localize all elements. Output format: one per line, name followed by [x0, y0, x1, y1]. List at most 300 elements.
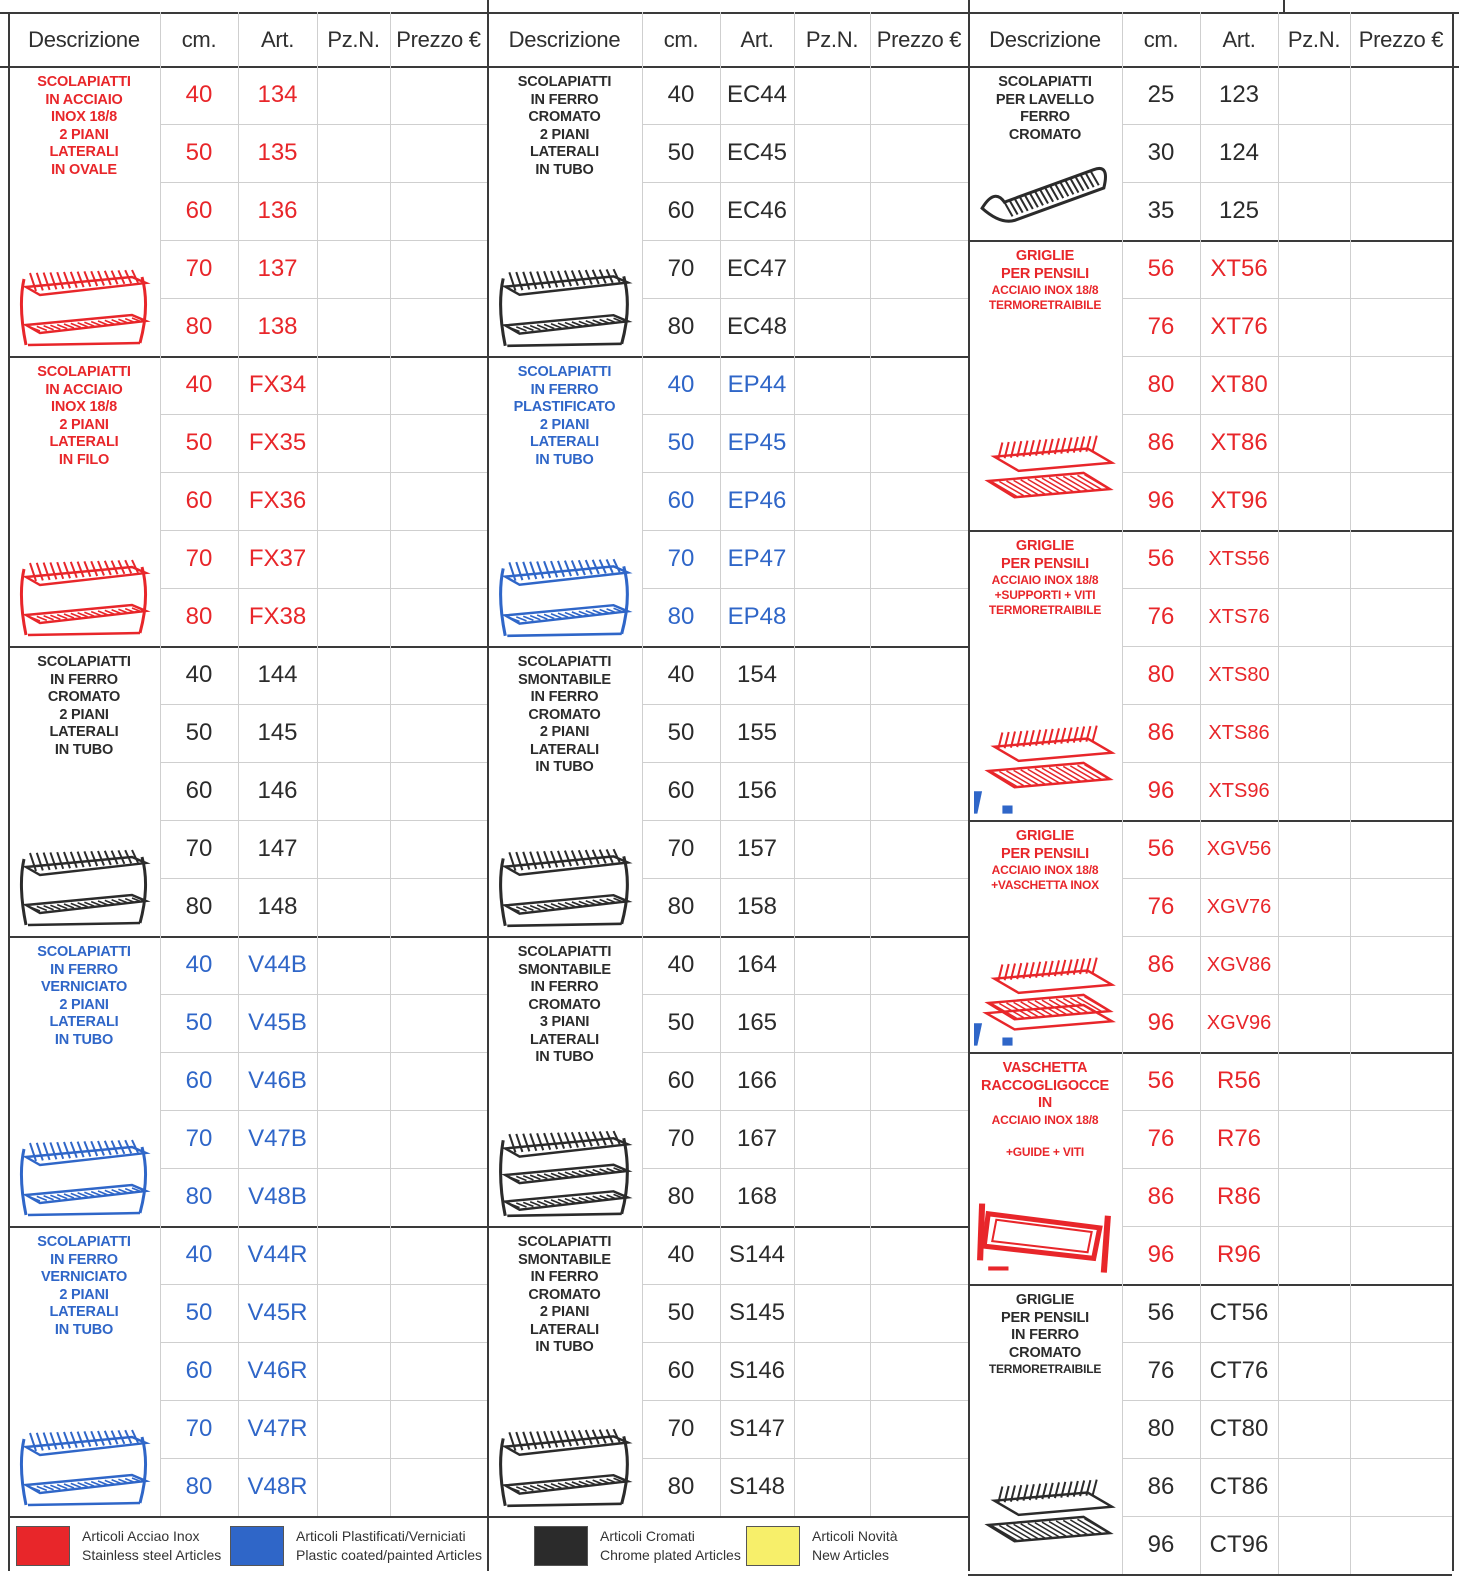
dish-rack-drawing [493, 550, 636, 642]
row-divider [642, 1458, 968, 1459]
price-cell[interactable] [390, 124, 487, 182]
description-line: +VASCHETTA INOX [991, 878, 1099, 892]
article-code-cell: R76 [1216, 1125, 1262, 1152]
article-code-cell: EP46 [727, 487, 787, 514]
quantity-cell[interactable] [317, 1226, 390, 1284]
legend-line-it: Articoli Cromati [600, 1528, 695, 1544]
price-cell[interactable] [390, 646, 487, 704]
price-cell[interactable] [1350, 1226, 1452, 1284]
quantity-cell[interactable] [794, 1458, 870, 1516]
row-divider [642, 762, 968, 763]
price-cell[interactable] [870, 124, 968, 182]
price-cell[interactable] [1350, 1342, 1452, 1400]
quantity-cell[interactable] [794, 1284, 870, 1342]
row-divider [642, 530, 968, 531]
row-divider [160, 1342, 487, 1343]
row-divider [8, 1516, 487, 1518]
description-line: IN TUBO [54, 741, 114, 758]
quantity-cell[interactable] [794, 994, 870, 1052]
dish-rack-drawing [493, 840, 636, 932]
legend-line-it: Articoli Acciao Inox [82, 1528, 200, 1544]
price-cell[interactable] [870, 530, 968, 588]
price-cell[interactable] [1350, 646, 1452, 704]
description-line [968, 1128, 1122, 1146]
price-cell[interactable] [1350, 936, 1452, 994]
quantity-cell[interactable] [1278, 1226, 1350, 1284]
price-cell[interactable] [390, 1052, 487, 1110]
article-code-cell: EP44 [727, 371, 787, 398]
price-cell[interactable] [1350, 994, 1452, 1052]
price-cell[interactable] [870, 1342, 968, 1400]
price-cell[interactable] [1350, 762, 1452, 820]
price-cell[interactable] [1350, 124, 1452, 182]
article-code-cell: XGV76 [1206, 895, 1272, 918]
price-cell[interactable] [1350, 1110, 1452, 1168]
legend-line-en: New Articles [812, 1547, 890, 1563]
quantity-cell[interactable] [794, 704, 870, 762]
description-line: VASCHETTA [1002, 1060, 1088, 1076]
article-code-cell: V46B [248, 1067, 307, 1094]
price-cell[interactable] [390, 588, 487, 646]
price-cell[interactable] [390, 182, 487, 240]
quantity-cell[interactable] [794, 356, 870, 414]
quantity-cell[interactable] [794, 1168, 870, 1226]
quantity-cell[interactable] [317, 1400, 390, 1458]
price-cell[interactable] [390, 414, 487, 472]
price-cell[interactable] [390, 66, 487, 124]
quantity-cell[interactable] [317, 356, 390, 414]
size-cm-cell: 86 [1147, 429, 1175, 456]
row-divider [642, 124, 968, 125]
price-cell[interactable] [870, 1400, 968, 1458]
price-cell[interactable] [390, 936, 487, 994]
row-divider [1122, 1400, 1452, 1401]
price-cell[interactable] [1350, 1284, 1452, 1342]
description-line: ACCIAIO INOX 18/8 [991, 1112, 1099, 1127]
quantity-cell[interactable] [794, 1400, 870, 1458]
size-cm-cell: 40 [185, 661, 213, 688]
row-divider [1122, 414, 1452, 415]
price-cell[interactable] [870, 646, 968, 704]
price-cell[interactable] [870, 66, 968, 124]
price-cell[interactable] [390, 472, 487, 530]
quantity-cell[interactable] [317, 240, 390, 298]
quantity-cell[interactable] [1278, 124, 1350, 182]
description-line: +GUIDE + VITI [1005, 1145, 1085, 1159]
price-cell[interactable] [1350, 182, 1452, 240]
price-cell[interactable] [390, 994, 487, 1052]
description-line: CROMATO [528, 996, 601, 1013]
legend-swatch [230, 1526, 284, 1566]
quantity-cell[interactable] [1278, 1458, 1350, 1516]
quantity-cell[interactable] [317, 472, 390, 530]
size-cm-cell: 80 [667, 1183, 695, 1210]
article-code-cell: XTS86 [1208, 721, 1270, 744]
price-cell[interactable] [390, 1342, 487, 1400]
article-code-cell: 146 [257, 777, 298, 804]
row-divider [160, 1458, 487, 1459]
description-line: IN ACCIAIO [45, 381, 123, 398]
header-description: Descrizione [28, 27, 140, 52]
price-cell[interactable] [870, 878, 968, 936]
quantity-cell[interactable] [1278, 704, 1350, 762]
article-code-cell: 155 [736, 719, 778, 746]
size-cm-cell: 70 [667, 835, 695, 862]
drip-tray-drawing [974, 1188, 1116, 1280]
row-divider [1122, 994, 1452, 995]
quantity-cell[interactable] [1278, 1400, 1350, 1458]
price-cell[interactable] [1350, 472, 1452, 530]
quantity-cell[interactable] [794, 878, 870, 936]
article-code-cell: XT80 [1210, 371, 1268, 398]
price-cell[interactable] [390, 1110, 487, 1168]
size-cm-cell: 50 [185, 1299, 213, 1326]
row-divider [1122, 1168, 1452, 1169]
article-code-cell: S145 [728, 1299, 786, 1326]
quantity-cell[interactable] [1278, 588, 1350, 646]
quantity-cell[interactable] [1278, 240, 1350, 298]
price-cell[interactable] [1350, 530, 1452, 588]
quantity-cell[interactable] [1278, 1052, 1350, 1110]
size-cm-cell: 76 [1147, 313, 1175, 340]
price-cell[interactable] [870, 414, 968, 472]
size-cm-cell: 80 [667, 1473, 695, 1500]
price-cell[interactable] [1350, 1400, 1452, 1458]
quantity-cell[interactable] [1278, 1342, 1350, 1400]
size-cm-cell: 70 [185, 1415, 213, 1442]
size-cm-cell: 40 [667, 81, 695, 108]
size-cm-cell: 76 [1147, 1357, 1175, 1384]
quantity-cell[interactable] [794, 124, 870, 182]
description-line: INOX 18/8 [51, 109, 117, 125]
row-divider [642, 1052, 968, 1053]
price-cell[interactable] [390, 298, 487, 356]
size-cm-cell: 70 [667, 545, 695, 572]
row-divider [160, 1400, 487, 1401]
row-divider [642, 1342, 968, 1343]
column-divider [238, 12, 239, 1516]
price-cell[interactable] [870, 588, 968, 646]
article-code-cell: R86 [1216, 1183, 1262, 1210]
quantity-cell[interactable] [794, 588, 870, 646]
article-code-cell: 138 [257, 313, 298, 340]
description-line: CROMATO [1008, 126, 1082, 143]
legend-line-en: Stainless steel Articles [82, 1547, 222, 1563]
quantity-cell[interactable] [317, 936, 390, 994]
price-cell[interactable] [1350, 820, 1452, 878]
quantity-cell[interactable] [317, 182, 390, 240]
price-cell[interactable] [1350, 1516, 1452, 1574]
size-cm-cell: 50 [667, 719, 695, 746]
quantity-cell[interactable] [794, 646, 870, 704]
price-cell[interactable] [870, 1284, 968, 1342]
quantity-cell[interactable] [794, 240, 870, 298]
quantity-cell[interactable] [794, 1110, 870, 1168]
dish-rack-2-tier-icon [493, 840, 636, 937]
description-line: CROMATO [528, 706, 601, 723]
article-code-cell: 137 [257, 255, 298, 282]
price-cell[interactable] [870, 1168, 968, 1226]
price-cell[interactable] [1350, 1458, 1452, 1516]
description-line: IN FERRO [50, 1251, 118, 1268]
row-divider [160, 298, 487, 299]
size-cm-cell: 60 [185, 1067, 213, 1094]
price-cell[interactable] [1350, 66, 1452, 124]
dish-rack-2-tier-icon [14, 840, 154, 937]
article-code-cell: 124 [1218, 139, 1260, 166]
article-code-cell: XT76 [1210, 313, 1268, 340]
quantity-cell[interactable] [1278, 66, 1350, 124]
row-divider [1122, 1110, 1452, 1111]
quantity-cell[interactable] [1278, 1284, 1350, 1342]
quantity-cell[interactable] [1278, 762, 1350, 820]
price-cell[interactable] [870, 1052, 968, 1110]
description-line: SCOLAPIATTI [517, 654, 612, 670]
description-line: IN TUBO [535, 1339, 594, 1355]
row-divider [160, 994, 487, 995]
quantity-cell[interactable] [317, 994, 390, 1052]
price-cell[interactable] [870, 762, 968, 820]
article-code-cell: S144 [728, 1241, 786, 1268]
article-code-cell: V46R [247, 1357, 308, 1384]
price-cell[interactable] [390, 878, 487, 936]
size-cm-cell: 60 [667, 197, 695, 224]
price-cell[interactable] [870, 356, 968, 414]
description-line: IN FILO [58, 451, 110, 468]
row-divider [642, 414, 968, 415]
article-code-cell: 144 [257, 661, 298, 688]
quantity-cell[interactable] [1278, 356, 1350, 414]
price-cell[interactable] [390, 704, 487, 762]
column-divider [390, 12, 391, 1516]
quantity-cell[interactable] [794, 1052, 870, 1110]
price-cell[interactable] [1350, 414, 1452, 472]
description-line: PER PENSILI [1000, 265, 1090, 282]
product-description [8, 1234, 160, 1339]
size-cm-cell: 50 [667, 1299, 695, 1326]
quantity-cell[interactable] [317, 1110, 390, 1168]
quantity-cell[interactable] [794, 66, 870, 124]
quantity-cell[interactable] [1278, 878, 1350, 936]
price-cell[interactable] [390, 356, 487, 414]
price-cell[interactable] [870, 820, 968, 878]
price-cell[interactable] [870, 182, 968, 240]
header-art: Art. [260, 27, 295, 52]
quantity-cell[interactable] [794, 820, 870, 878]
size-cm-cell: 86 [1147, 1183, 1175, 1210]
article-code-cell: 148 [257, 893, 298, 920]
price-cell[interactable] [390, 1226, 487, 1284]
description-line: 3 PIANI [539, 1014, 590, 1030]
quantity-cell[interactable] [1278, 472, 1350, 530]
quantity-cell[interactable] [317, 1284, 390, 1342]
product-description [487, 74, 642, 179]
article-code-cell: 168 [736, 1183, 778, 1210]
quantity-cell[interactable] [317, 1342, 390, 1400]
column-divider [794, 12, 795, 1516]
description-line: LATERALI [529, 1321, 599, 1338]
description-line: 2 PIANI [59, 706, 109, 723]
price-cell[interactable] [1350, 356, 1452, 414]
header-pzn: Pz.N. [805, 27, 859, 52]
row-divider [487, 1516, 968, 1518]
description-line: LATERALI [529, 1031, 599, 1048]
quantity-cell[interactable] [794, 1342, 870, 1400]
header-price: Prezzo € [396, 27, 481, 52]
column-divider [8, 12, 10, 1571]
row-divider [160, 124, 487, 125]
dish-rack-drawing [14, 840, 154, 932]
dish-rack-2-tier-icon [14, 1130, 154, 1227]
article-code-cell: XGV56 [1206, 837, 1272, 860]
product-description [487, 1234, 642, 1357]
description-line: VERNICIATO [40, 1269, 128, 1285]
price-cell[interactable] [390, 240, 487, 298]
quantity-cell[interactable] [317, 820, 390, 878]
quantity-cell[interactable] [317, 414, 390, 472]
price-cell[interactable] [390, 1458, 487, 1516]
price-cell[interactable] [870, 704, 968, 762]
quantity-cell[interactable] [794, 530, 870, 588]
price-cell[interactable] [1350, 298, 1452, 356]
price-cell[interactable] [870, 298, 968, 356]
size-cm-cell: 50 [667, 1009, 695, 1036]
dish-rack-3-tier-icon [493, 1130, 636, 1227]
article-code-cell: FX35 [248, 429, 307, 456]
quantity-cell[interactable] [1278, 182, 1350, 240]
article-code-cell: EC46 [726, 197, 788, 224]
quantity-cell[interactable] [1278, 646, 1350, 704]
price-cell[interactable] [1350, 704, 1452, 762]
size-cm-cell: 30 [1147, 139, 1175, 166]
description-line: IN TUBO [535, 161, 594, 178]
price-cell[interactable] [390, 1168, 487, 1226]
dish-rack-2-tier-icon [14, 550, 154, 647]
quantity-cell[interactable] [794, 936, 870, 994]
size-cm-cell: 50 [185, 139, 213, 166]
quantity-cell[interactable] [1278, 1516, 1350, 1574]
price-cell[interactable] [870, 472, 968, 530]
size-cm-cell: 76 [1147, 1125, 1175, 1152]
quantity-cell[interactable] [317, 646, 390, 704]
description-line: 2 PIANI [59, 996, 109, 1013]
size-cm-cell: 40 [185, 81, 213, 108]
quantity-cell[interactable] [317, 124, 390, 182]
quantity-cell[interactable] [1278, 530, 1350, 588]
price-cell[interactable] [1350, 588, 1452, 646]
quantity-cell[interactable] [1278, 298, 1350, 356]
dish-rack-2-tier-icon [14, 260, 154, 357]
quantity-cell[interactable] [794, 762, 870, 820]
cabinet-grid-supports-icon [974, 724, 1116, 821]
quantity-cell[interactable] [317, 1168, 390, 1226]
article-code-cell: EC47 [726, 255, 788, 282]
quantity-cell[interactable] [794, 414, 870, 472]
size-cm-cell: 80 [1147, 371, 1175, 398]
quantity-cell[interactable] [317, 530, 390, 588]
price-cell[interactable] [390, 762, 487, 820]
column-divider [1200, 12, 1201, 1574]
quantity-cell[interactable] [1278, 820, 1350, 878]
price-cell[interactable] [390, 1284, 487, 1342]
quantity-cell[interactable] [317, 704, 390, 762]
quantity-cell[interactable] [317, 298, 390, 356]
quantity-cell[interactable] [317, 1052, 390, 1110]
article-code-cell: V47R [247, 1415, 308, 1442]
price-cell[interactable] [870, 1226, 968, 1284]
row-divider [160, 1110, 487, 1111]
size-cm-cell: 70 [185, 545, 213, 572]
row-divider [160, 240, 487, 241]
article-code-cell: V48B [248, 1183, 307, 1210]
column-divider [1278, 12, 1279, 1574]
price-cell[interactable] [390, 530, 487, 588]
row-divider [160, 414, 487, 415]
article-code-cell: V44R [247, 1241, 308, 1268]
row-divider [642, 472, 968, 473]
quantity-cell[interactable] [1278, 1110, 1350, 1168]
quantity-cell[interactable] [794, 298, 870, 356]
column-divider [968, 0, 970, 12]
description-line: CROMATO [47, 689, 121, 705]
price-cell[interactable] [1350, 878, 1452, 936]
price-cell[interactable] [1350, 1052, 1452, 1110]
size-cm-cell: 60 [185, 1357, 213, 1384]
article-code-cell: 135 [257, 139, 298, 166]
price-cell[interactable] [390, 1400, 487, 1458]
price-cell[interactable] [390, 820, 487, 878]
price-cell[interactable] [1350, 240, 1452, 298]
row-divider [1122, 762, 1452, 763]
price-cell[interactable] [1350, 1168, 1452, 1226]
quantity-cell[interactable] [794, 1226, 870, 1284]
quantity-cell[interactable] [1278, 936, 1350, 994]
price-cell[interactable] [870, 240, 968, 298]
article-code-cell: S146 [728, 1357, 786, 1384]
quantity-cell[interactable] [794, 182, 870, 240]
sink-rack-icon [974, 150, 1116, 241]
price-cell[interactable] [870, 994, 968, 1052]
quantity-cell[interactable] [794, 472, 870, 530]
quantity-cell[interactable] [1278, 414, 1350, 472]
price-cell[interactable] [870, 936, 968, 994]
legend-line-it: Articoli Plastificati/Verniciati [296, 1528, 466, 1544]
description-line: FERRO [1020, 109, 1070, 125]
quantity-cell[interactable] [317, 66, 390, 124]
product-description [968, 74, 1122, 144]
description-line: SCOLAPIATTI [37, 654, 131, 670]
description-line: LATERALI [49, 1014, 119, 1030]
article-code-cell: 147 [257, 835, 298, 862]
size-cm-cell: 96 [1147, 1531, 1175, 1558]
grid-drawing [974, 956, 1116, 1048]
size-cm-cell: 50 [667, 139, 695, 166]
quantity-cell[interactable] [317, 762, 390, 820]
size-cm-cell: 80 [185, 1183, 213, 1210]
price-cell[interactable] [870, 1458, 968, 1516]
legend-swatch [534, 1526, 588, 1566]
article-code-cell: 134 [257, 81, 298, 108]
description-line: ACCIAIO INOX 18/8 [991, 283, 1099, 297]
article-code-cell: CT96 [1209, 1531, 1269, 1558]
quantity-cell[interactable] [317, 878, 390, 936]
quantity-cell[interactable] [317, 1458, 390, 1516]
quantity-cell[interactable] [317, 588, 390, 646]
quantity-cell[interactable] [1278, 994, 1350, 1052]
quantity-cell[interactable] [1278, 1168, 1350, 1226]
price-cell[interactable] [870, 1110, 968, 1168]
row-divider [1122, 356, 1452, 357]
